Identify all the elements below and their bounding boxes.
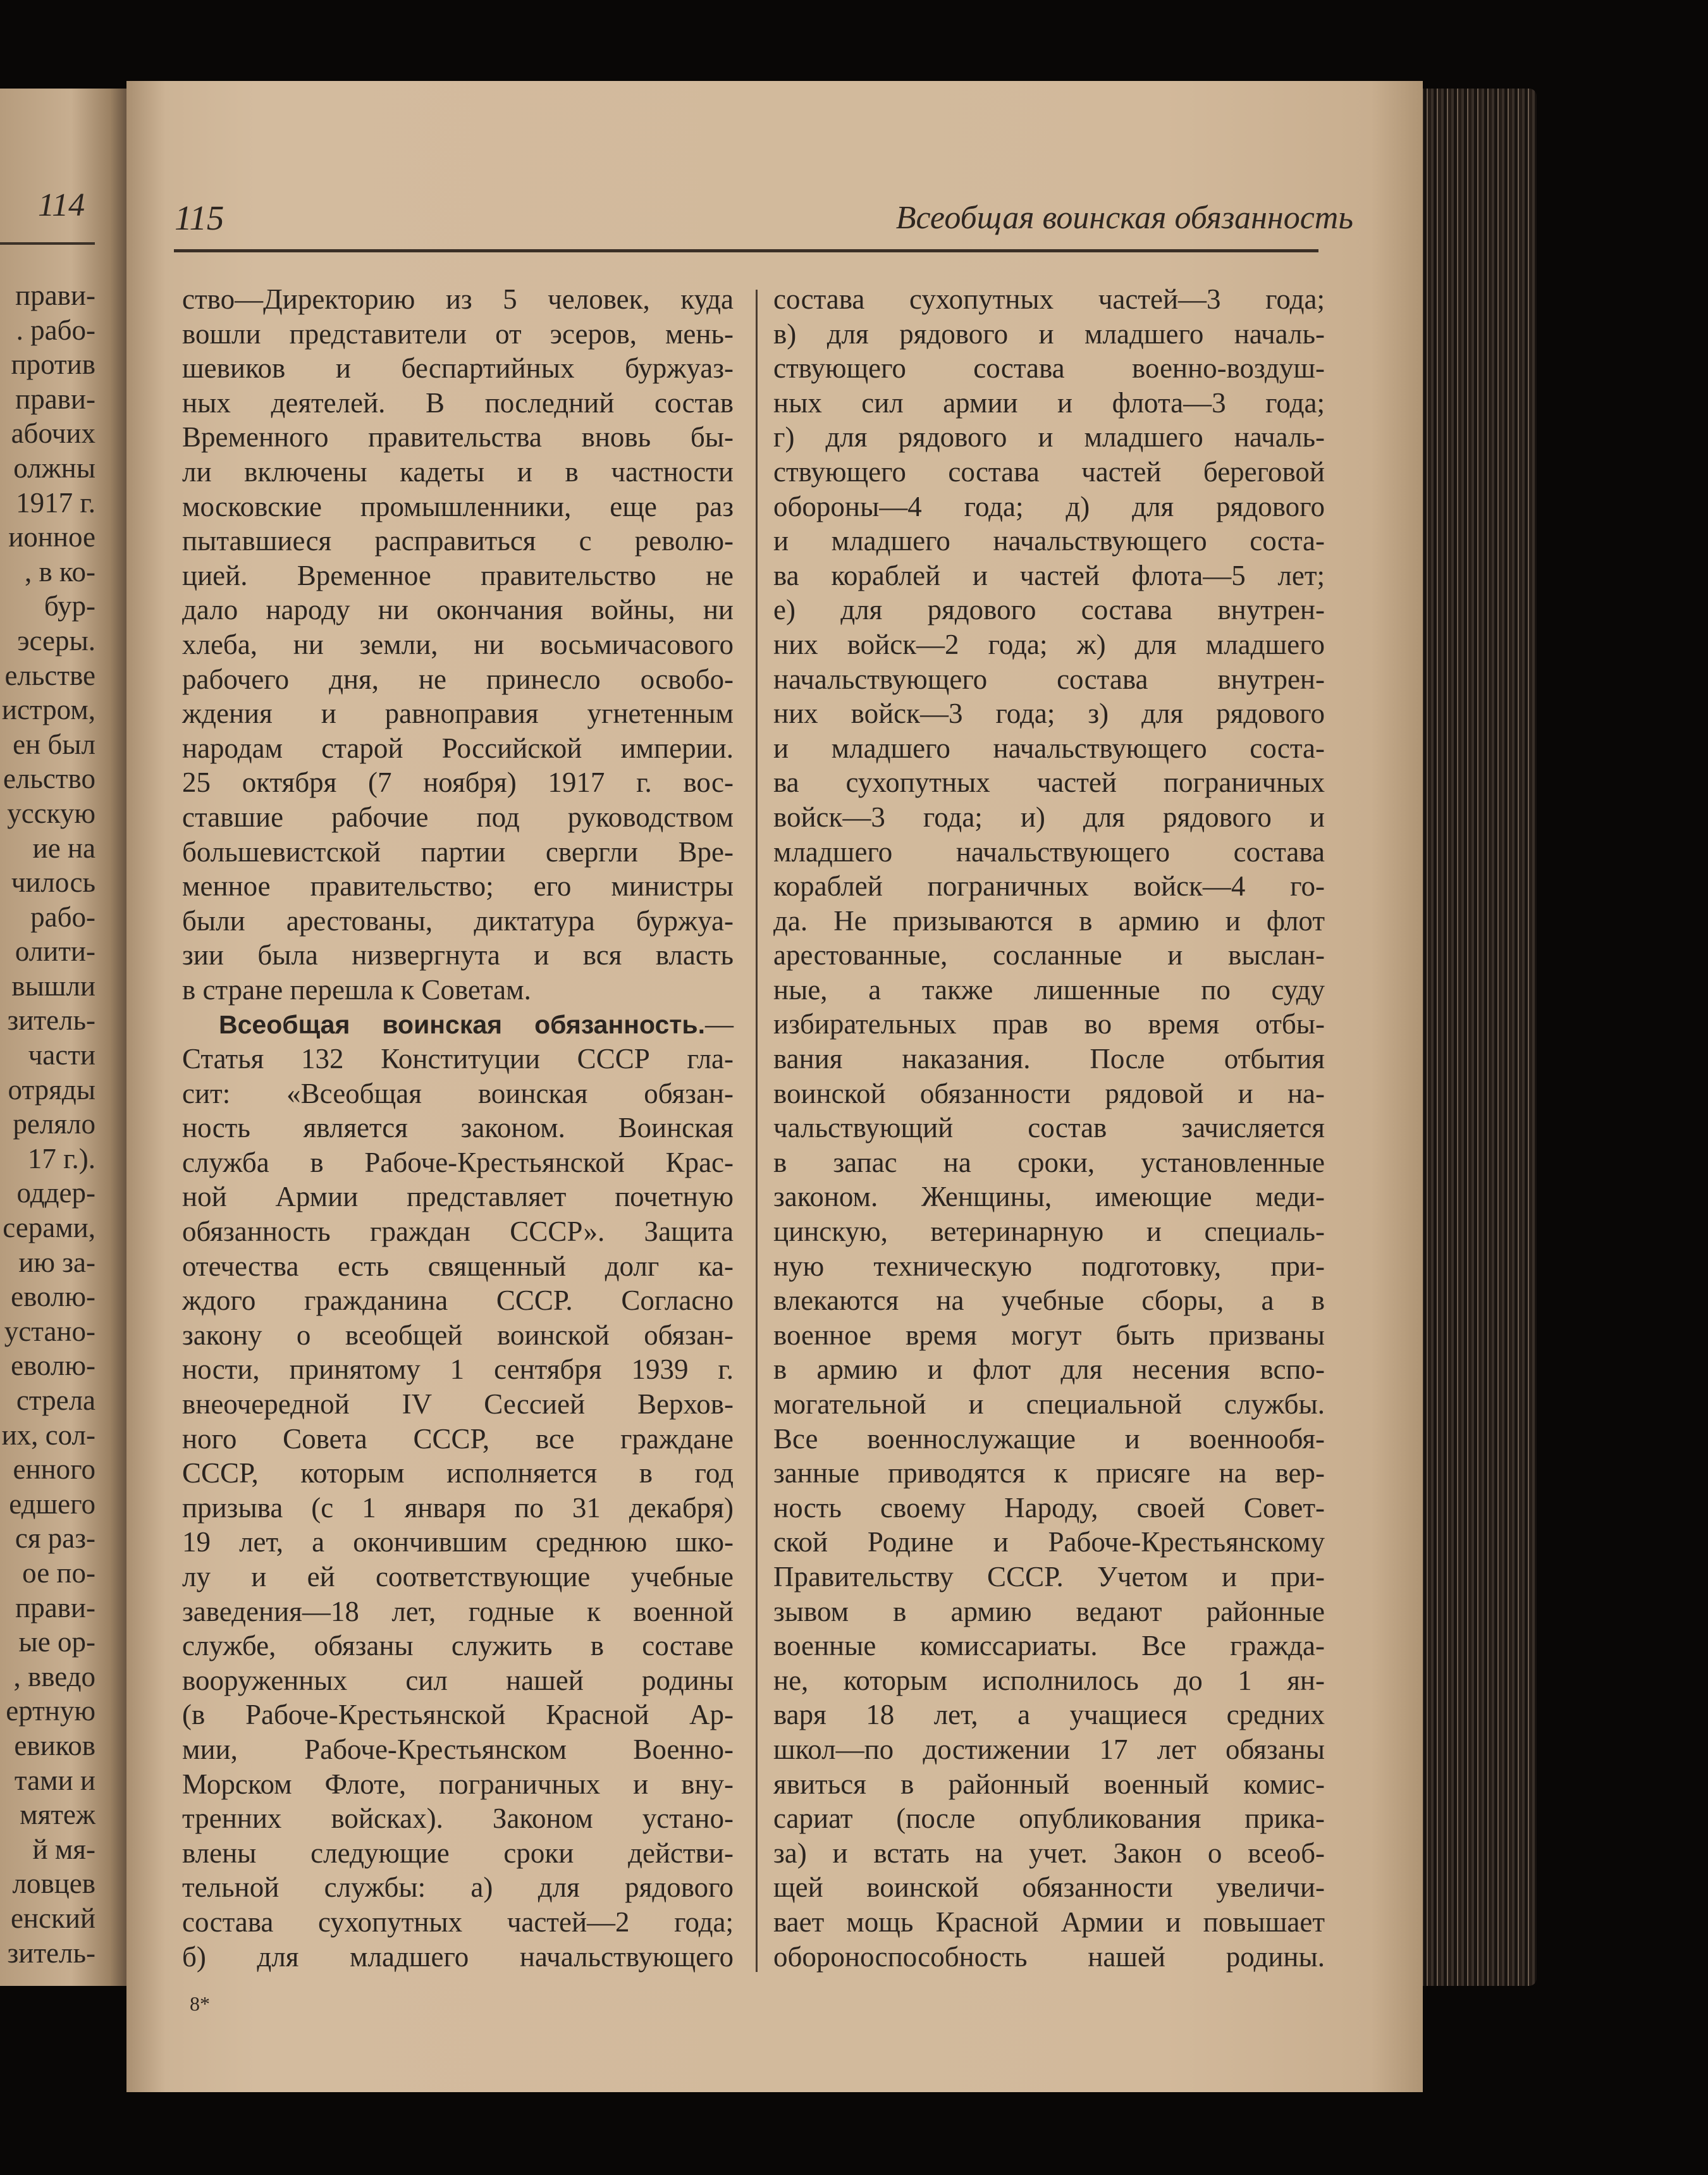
left-page-line-fragment: усскую (7, 797, 95, 829)
text-line: внеочередной IV Сессией Верхов- (182, 1388, 734, 1420)
text-line: 25 октября (7 ноября) 1917 г. вос- (182, 767, 734, 799)
text-line: мии, Рабоче-Крестьянском Военно- (182, 1733, 734, 1765)
text-line: ство—Директорию из 5 человек, куда (182, 283, 734, 315)
left-page-line-fragment: их, сол- (1, 1419, 95, 1451)
entry-term: Всеобщая воинская обязанность. (219, 1010, 705, 1040)
left-page-line-fragment: евиков (14, 1729, 95, 1761)
text-line: ную техническую подготовку, при- (773, 1250, 1325, 1282)
text-line: могательной и специальной службы. (773, 1388, 1325, 1420)
text-line: сариат (после опубликования прика- (773, 1802, 1325, 1835)
text-column-right (773, 282, 1325, 1974)
left-page-line-fragment: ловцев (12, 1868, 95, 1900)
entry-dash: — (705, 1008, 734, 1040)
text-line: Правительству СССР. Учетом и при- (773, 1560, 1325, 1593)
text-line: шевиков и беспартийных буржуаз- (182, 352, 734, 385)
text-line: школ—по достижении 17 лет обязаны (773, 1733, 1325, 1765)
text-column-left (182, 282, 734, 1974)
text-line: ствующего состава военно-воздуш- (773, 352, 1325, 385)
text-line: вает мощь Красной Армии и повышает (773, 1906, 1325, 1938)
text-line: службе, обязаны служить в составе (182, 1630, 734, 1662)
left-page-line-fragment: бур- (44, 590, 95, 622)
left-page-line-fragment: прави- (15, 383, 95, 415)
text-line: призыва (с 1 января по 31 декабря) (182, 1491, 734, 1524)
text-line: Морском Флоте, пограничных и вну- (182, 1768, 734, 1800)
left-page-line-fragment: , в ко- (24, 555, 95, 588)
text-line: состава сухопутных частей—3 года; (773, 283, 1325, 315)
text-line: московские промышленники, еще раз (182, 490, 734, 522)
text-line: были арестованы, диктатура буржуа- (182, 904, 734, 937)
text-line: влекаются на учебные сборы, а в (773, 1285, 1325, 1317)
text-line: е) для рядового состава внутрен- (773, 594, 1325, 626)
text-line: и младшего начальствующего соста- (773, 732, 1325, 764)
running-head: Всеобщая воинская обязанность (895, 200, 1353, 236)
text-line: ной Армии представляет почетную (182, 1181, 734, 1213)
text-line: дало народу ни окончания войны, ни (182, 594, 734, 626)
signature-mark: 8* (190, 1992, 210, 2015)
left-page-line-fragment: олжны (13, 452, 95, 484)
text-line: лу и ей соответствующие учебные (182, 1560, 734, 1593)
text-line: занные приводятся к присяге на вер- (773, 1457, 1325, 1489)
text-line: не, которым исполнилось до 1 ян- (773, 1664, 1325, 1696)
text-line: менное правительство; его министры (182, 870, 734, 903)
left-page-line-fragment: реляло (13, 1108, 95, 1140)
header-rule (174, 249, 1318, 252)
text-line: военное время могут быть призваны (773, 1319, 1325, 1351)
left-page-line-fragment: абочих (11, 417, 95, 450)
left-page-line-fragment: ертную (6, 1695, 95, 1727)
text-line: Временного правительства вновь бы- (182, 421, 734, 453)
text-line: чальствующий состав зачисляется (773, 1112, 1325, 1144)
text-line: зии была низвергнута и вся власть (182, 939, 734, 971)
left-page-line-fragment: ельство (3, 763, 95, 795)
text-line: в запас на сроки, установленные (773, 1146, 1325, 1178)
left-page-text-fragments (0, 278, 95, 1970)
left-page (0, 89, 130, 1986)
text-line: вооруженных сил нашей родины (182, 1664, 734, 1696)
text-line: ных деятелей. В последний состав (182, 386, 734, 419)
text-line: рабочего дня, не принесло освобо- (182, 663, 734, 695)
text-line: военные комиссариаты. Все гражда- (773, 1630, 1325, 1662)
text-line: отечества есть священный долг ка- (182, 1250, 734, 1282)
left-page-header-rule (0, 242, 95, 245)
text-line: СССР, которым исполняется в год (182, 1457, 734, 1489)
text-line: в армию и флот для несения вспо- (773, 1353, 1325, 1386)
right-column-paragraph (773, 282, 1325, 1974)
text-line: ность является законом. Воинская (182, 1112, 734, 1144)
text-line: сит: «Всеобщая воинская обязан- (182, 1077, 734, 1109)
left-page-line-fragment: ое по- (22, 1556, 95, 1589)
text-line: ствующего состава частей береговой (773, 455, 1325, 488)
text-line: ные, а также лишенные по суду (773, 973, 1325, 1006)
text-line: ного Совета СССР, все граждане (182, 1422, 734, 1455)
left-page-line-fragment: ие на (32, 832, 95, 864)
left-page-line-fragment: ионное (8, 521, 95, 553)
left-page-line-fragment: прави- (15, 280, 95, 311)
left-page-line-fragment: й мя- (32, 1833, 95, 1865)
text-line: арестованные, сосланные и выслан- (773, 939, 1325, 971)
text-line: начальствующего состава внутрен- (773, 663, 1325, 695)
text-line: явиться в районный военный комис- (773, 1768, 1325, 1800)
text-line: б) для младшего начальствующего (182, 1940, 734, 1973)
text-line: заведения—18 лет, годные к военной (182, 1595, 734, 1627)
entry-heading-line (182, 1007, 734, 1042)
entry-body (182, 1042, 734, 1974)
left-page-line-fragment: устано- (4, 1315, 95, 1347)
text-line: ли включены кадеты и в частности (182, 455, 734, 488)
left-page-line-fragment: мятеж (20, 1799, 95, 1831)
text-line: в) для рядового и младшего началь- (773, 317, 1325, 350)
left-page-line-fragment: зитель- (7, 1004, 95, 1037)
text-line: щей воинской обязанности увеличи- (773, 1871, 1325, 1904)
text-line: Статья 132 Конституции СССР гла- (182, 1043, 734, 1075)
left-page-line-fragment: рабо- (30, 901, 95, 933)
text-line: служба в Рабоче-Крестьянской Крас- (182, 1146, 734, 1178)
left-page-line-fragment: вышли (11, 970, 95, 1002)
text-line: (в Рабоче-Крестьянской Красной Ар- (182, 1699, 734, 1731)
left-page-line-fragment: 17 г.). (27, 1142, 95, 1174)
text-line: законом. Женщины, имеющие меди- (773, 1181, 1325, 1213)
text-line: народам старой Российской империи. (182, 732, 734, 764)
left-page-line-fragment: серами, (3, 1212, 95, 1244)
left-page-line-fragment: стрела (16, 1384, 95, 1416)
text-line: ва сухопутных частей пограничных (773, 767, 1325, 799)
text-line: пытавшиеся расправиться с револю- (182, 525, 734, 557)
text-line: ской Родине и Рабоче-Крестьянскому (773, 1526, 1325, 1558)
page-number: 115 (175, 199, 224, 237)
left-page-line-fragment: ые ор- (18, 1626, 95, 1658)
text-line: тельной службы: а) для рядового (182, 1871, 734, 1904)
text-line: в стране перешла к Советам. (182, 973, 531, 1006)
text-line: кораблей пограничных войск—4 го- (773, 870, 1325, 903)
text-line: влены следующие сроки действи- (182, 1837, 734, 1869)
text-line: зывом в армию ведают районные (773, 1595, 1325, 1627)
left-page-line-fragment: 1917 г. (16, 486, 95, 519)
text-line: обороны—4 года; д) для рядового (773, 490, 1325, 522)
text-line: ных сил армии и флота—3 года; (773, 386, 1325, 419)
text-line: воинской обязанности рядовой и на- (773, 1077, 1325, 1109)
text-line: вания наказания. После отбытия (773, 1043, 1325, 1075)
left-page-line-fragment: зитель- (7, 1937, 95, 1969)
left-page-line-fragment: чилось (11, 866, 95, 899)
left-page-line-fragment: ельстве (4, 659, 95, 691)
left-page-line-fragment: отряды (8, 1073, 95, 1106)
left-page-line-fragment: енский (10, 1902, 95, 1934)
left-page-line-fragment: . рабо- (16, 314, 95, 346)
text-line: большевистской партии свергли Вре- (182, 835, 734, 868)
left-column-paragraph (182, 282, 734, 1007)
text-line: г) для рядового и младшего началь- (773, 421, 1325, 453)
text-line: состава сухопутных частей—2 года; (182, 1906, 734, 1938)
text-line: обороноспособность нашей родины. (773, 1940, 1325, 1973)
text-line: ва кораблей и частей флота—5 лет; (773, 559, 1325, 591)
right-page (126, 81, 1423, 2092)
left-page-number: 114 (38, 187, 85, 223)
text-line: цией. Временное правительство не (182, 559, 734, 591)
text-line: хлеба, ни земли, ни восьмичасового (182, 628, 734, 660)
text-line: ность своему Народу, своей Совет- (773, 1491, 1325, 1524)
left-page-line-fragment: едшего (9, 1488, 95, 1520)
left-page-line-fragment: оддер- (16, 1177, 95, 1209)
text-line: ждения и равноправия угнетенным (182, 698, 734, 730)
left-page-line-fragment: тами и (14, 1764, 95, 1796)
column-divider (756, 290, 758, 1972)
text-line: войск—3 года; и) для рядового и (773, 801, 1325, 833)
text-line: 19 лет, а окончившим среднюю шко- (182, 1526, 734, 1558)
text-line: ности, принятому 1 сентября 1939 г. (182, 1353, 734, 1386)
left-page-line-fragment: ен был (13, 728, 95, 760)
left-page-line-fragment: истром, (1, 694, 95, 726)
left-page-line-fragment: части (28, 1039, 95, 1071)
text-line: варя 18 лет, а учащиеся средних (773, 1699, 1325, 1731)
text-line: да. Не призываются в армию и флот (773, 904, 1325, 937)
text-line: ждого гражданина СССР. Согласно (182, 1285, 734, 1317)
left-page-line-fragment: енного (13, 1453, 95, 1486)
text-line: младшего начальствующего состава (773, 835, 1325, 868)
text-line: вошли представители от эсеров, мень- (182, 317, 734, 350)
left-page-line-fragment: прави- (15, 1591, 95, 1624)
text-line: них войск—2 года; ж) для младшего (773, 628, 1325, 660)
text-line: и младшего начальствующего соста- (773, 525, 1325, 557)
text-line: избирательных прав во время отбы- (773, 1008, 1325, 1040)
left-page-line-fragment: еволю- (11, 1350, 95, 1382)
text-line: тренних войсках). Законом устано- (182, 1802, 734, 1835)
left-page-line-fragment: ся раз- (15, 1522, 95, 1555)
left-page-line-fragment: , введо (13, 1660, 95, 1692)
text-line: них войск—3 года; з) для рядового (773, 698, 1325, 730)
text-line: цинскую, ветеринарную и специаль- (773, 1216, 1325, 1248)
text-line: закону о всеобщей воинской обязан- (182, 1319, 734, 1351)
left-page-line-fragment: ию за- (18, 1246, 95, 1278)
text-line: обязанность граждан СССР». Защита (182, 1216, 734, 1248)
left-page-line-fragment: эсеры. (17, 624, 95, 656)
left-page-line-fragment: олити- (15, 935, 95, 968)
left-page-line-fragment: еволю- (11, 1281, 95, 1313)
left-page-line-fragment: против (11, 348, 95, 381)
text-line: ставшие рабочие под руководством (182, 801, 734, 833)
text-line: за) и встать на учет. Закон о всеоб- (773, 1837, 1325, 1869)
text-line: Все военнослужащие и военнообя- (773, 1422, 1325, 1455)
